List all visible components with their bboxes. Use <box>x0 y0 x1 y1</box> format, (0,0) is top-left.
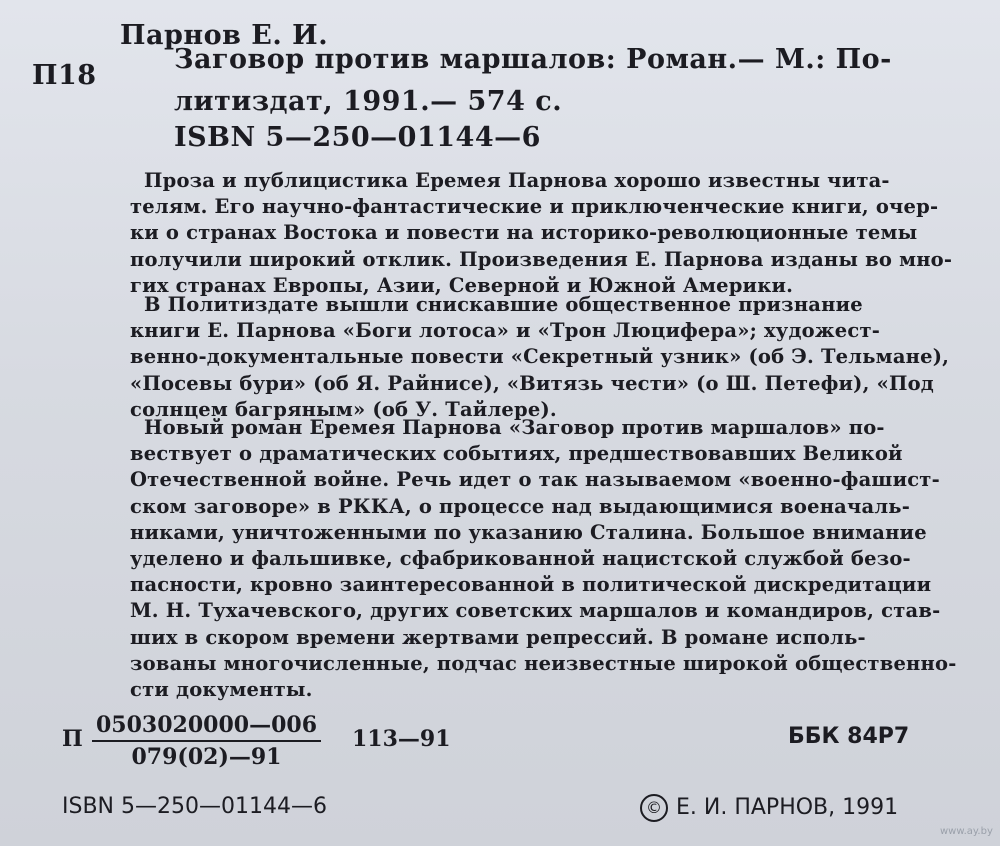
annotation-paragraph-3 <box>130 415 957 703</box>
text-line: уделено и фальшивке, сфабрикованной нацистской службой безо- <box>130 547 911 571</box>
text-line: вествует о драматических событиях, предшествовавших Великой <box>130 442 903 466</box>
author-name: Парнов Е. И. <box>120 20 329 51</box>
text-line: зованы многочисленные, подчас неизвестные широкой общественно- <box>130 651 957 675</box>
copyright-text: Е. И. ПАРНОВ, 1991 <box>676 795 899 820</box>
isbn-footer: ISBN 5—250—01144—6 <box>62 794 327 819</box>
text-line: ших в скором времени жертвами репрессий. В романе исполь- <box>130 625 866 649</box>
annotation-paragraph-1 <box>130 168 953 299</box>
text-line: венно-документальные повести «Секретный узник» (об Э. Тельмане), <box>130 345 950 369</box>
text-line: получили широкий отклик. Произведения Е. Парнова изданы во мно- <box>130 247 953 271</box>
watermark: www.ay.by <box>940 826 993 837</box>
text-line: книги Е. Парнова «Боги лотоса» и «Трон Люцифера»; художест- <box>130 319 881 343</box>
text-line: Новый роман Еремея Парнова «Заговор против маршалов» по- <box>144 416 885 439</box>
classification-code: П18 <box>32 60 97 91</box>
copyright-notice <box>640 794 898 822</box>
text-line: М. Н. Тухачевского, других советских маршалов и командиров, став- <box>130 599 941 623</box>
title-line-2: литиздат, 1991.— 574 с. <box>174 86 563 117</box>
text-line: В Политиздате вышли снискавшие общественное признание <box>144 293 863 316</box>
fraction-numerator: 0503020000—006 <box>92 712 321 742</box>
text-line: сти документы. <box>130 678 313 702</box>
text-line: пасности, кровно заинтересованной в политической дискредитации <box>130 573 932 597</box>
publication-index-letter: П <box>62 726 83 752</box>
text-line: ском заговоре» в РККА, о процессе над выдающимися военачаль- <box>130 494 911 518</box>
annotation-paragraph-2 <box>130 292 950 423</box>
title-line-1: Заговор против маршалов: Роман.— М.: По- <box>174 44 892 75</box>
text-line: Проза и публицистика Еремея Парнова хорошо известны чита- <box>144 169 890 192</box>
text-line: никами, уничтоженными по указанию Сталина. Большое внимание <box>130 520 927 544</box>
bbk-code: ББК 84Р7 <box>788 724 910 749</box>
text-line: Отечественной войне. Речь идет о так называемом «военно-фашист- <box>130 468 940 492</box>
text-line: гих странах Европы, Азии, Северной и Южной Америки. <box>130 273 794 297</box>
text-line: «Посевы бури» (об Я. Райнисе), «Витязь чести» (о Ш. Петефи), «Под <box>130 371 934 395</box>
fraction-denominator: 079(02)—91 <box>131 744 282 770</box>
isbn-header: ISBN 5—250—01144—6 <box>174 122 541 153</box>
copyright-icon: © <box>640 794 668 822</box>
price-code: 113—91 <box>352 726 451 752</box>
text-line: ки о странах Востока и повести на историко-революционные темы <box>130 221 918 245</box>
text-line: солнцем багряным» (об У. Тайлере). <box>130 397 557 421</box>
text-line: телям. Его научно-фантастические и приключенческие книги, очер- <box>130 195 939 219</box>
publication-index-fraction <box>92 712 321 770</box>
